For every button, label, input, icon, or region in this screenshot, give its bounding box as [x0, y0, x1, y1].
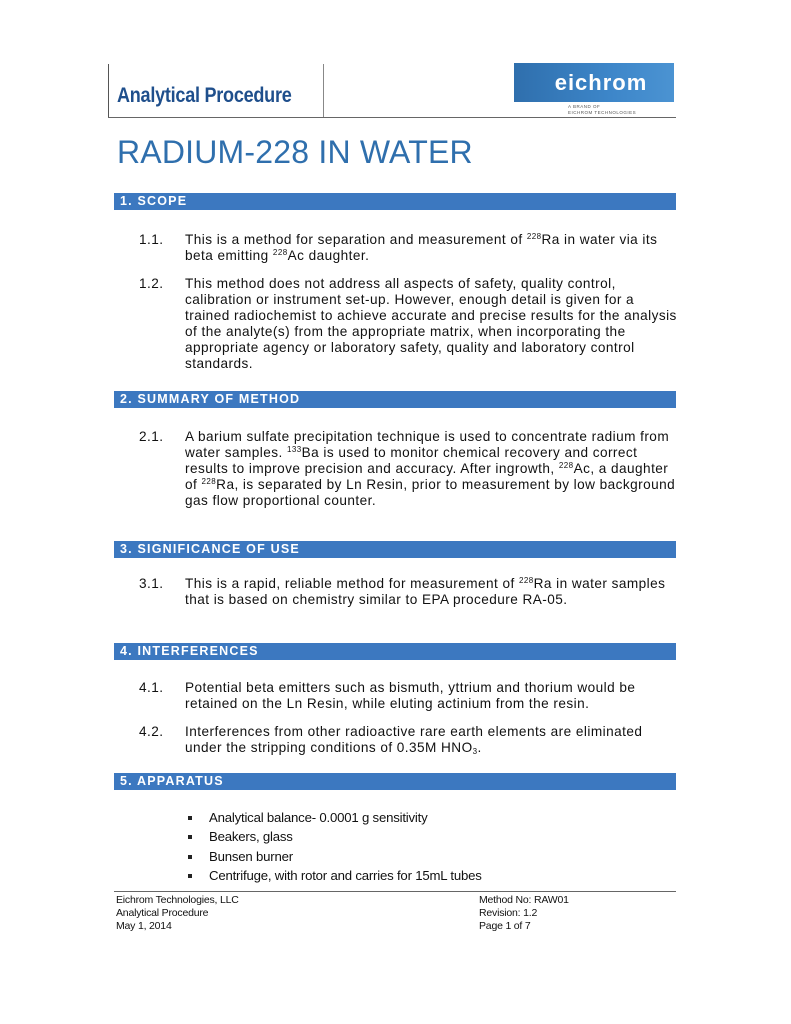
- header-bottom-rule: [108, 117, 676, 118]
- logo-sub-line-2: EICHROM TECHNOLOGIES: [568, 109, 637, 115]
- footer-left: [116, 894, 239, 933]
- footer-doc-type: Analytical Procedure: [116, 907, 209, 919]
- footer-method-number: Method No: RAW01: [479, 894, 569, 906]
- apparatus-list: [185, 810, 482, 887]
- list-item-text: Beakers, glass: [209, 829, 293, 845]
- bullet-square-icon: [188, 855, 192, 859]
- section-heading-text: 4. INTERFERENCES: [120, 644, 259, 658]
- paragraph-number: 2.1.: [139, 429, 164, 444]
- header-divider: [323, 64, 324, 118]
- paragraph-4-2: [139, 724, 679, 756]
- section-heading-text: 1. SCOPE: [120, 194, 188, 208]
- paragraph-4-1: [139, 680, 679, 712]
- footer-revision: Revision: 1.2: [479, 907, 538, 919]
- footer-page-number: Page 1 of 7: [479, 920, 531, 932]
- bullet-square-icon: [188, 835, 192, 839]
- section-header-interferences: [114, 643, 676, 660]
- paragraph-text: This method does not address all aspects of safety, quality control, calibration or instrument set-up. However, enough detail is given for a trained radiochemist to achieve accurate and precise results for the analysis of the analyte(s) from the appropriate matrix, when incorporating the appropriate agency or laboratory safety, quality and laboratory control standards.: [185, 276, 677, 371]
- footer-company: Eichrom Technologies, LLC: [116, 894, 239, 906]
- bullet-square-icon: [188, 874, 192, 878]
- paragraph-1-2: [139, 276, 679, 372]
- paragraph-text: Potential beta emitters such as bismuth, yttrium and thorium would be retained on the Ln Resin, while eluting actinium from the resin.: [185, 680, 636, 711]
- section-header-scope: [114, 193, 676, 210]
- paragraph-number: 1.2.: [139, 276, 164, 291]
- footer-rule: [114, 891, 676, 892]
- paragraph-text: Interferences from other radioactive rare earth elements are eliminated under the stripping conditions of 0.35M $HNO_3$.: [185, 724, 643, 756]
- header-left-rule: [108, 64, 109, 118]
- section-header-apparatus: [114, 773, 676, 790]
- paragraph-number: 4.2.: [139, 724, 164, 739]
- section-header-significance: [114, 541, 676, 558]
- list-item: [185, 829, 482, 848]
- paragraph-number: 4.1.: [139, 680, 164, 695]
- section-heading-text: 2. SUMMARY OF METHOD: [120, 392, 301, 406]
- list-item-text: Bunsen burner: [209, 848, 293, 864]
- eichrom-logo: [514, 63, 674, 102]
- footer-right: [479, 894, 569, 933]
- paragraph-number: 3.1.: [139, 576, 164, 591]
- paragraph-3-1: [139, 576, 679, 608]
- paragraph-text: A barium sulfate precipitation technique is used to concentrate radium from water samples. $^{133}$Ba is used to monitor chemical recovery and correct results to improve precision and accuracy. After ingrowth, $^{228}$Ac, a daughter of $^{228}$Ra, is separated by Ln Resin, prior to measurement by low background gas flow proportional counter.: [185, 429, 676, 508]
- paragraph-text: This is a rapid, reliable method for measurement of $^{228}$Ra in water samples that is based on chemistry similar to EPA procedure RA-05.: [185, 576, 666, 607]
- logo-text: eichrom: [554, 70, 648, 95]
- section-heading-text: 5. APPARATUS: [120, 774, 224, 788]
- logo-sub-line-1: A BRAND OF: [568, 104, 601, 109]
- paragraph-1-1: [139, 232, 679, 264]
- section-heading-text: 3. SIGNIFICANCE OF USE: [120, 542, 300, 556]
- list-item: [185, 849, 482, 868]
- paragraph-number: 1.1.: [139, 232, 164, 247]
- list-item-text: Centrifuge, with rotor and carries for 15mL tubes: [209, 867, 482, 883]
- footer-date: May 1, 2014: [116, 920, 172, 932]
- list-item-text: Analytical balance- 0.0001 g sensitivity: [209, 810, 428, 825]
- logo-subtitle: [568, 104, 636, 115]
- paragraph-text: This is a method for separation and measurement of $^{228}$Ra in water via its beta emitting $^{228}$Ac daughter.: [185, 232, 658, 263]
- paragraph-2-1: [139, 429, 679, 509]
- header-doc-type: Analytical Procedure: [117, 84, 292, 107]
- list-item: [185, 868, 482, 887]
- document-title: RADIUM-228 IN WATER: [117, 134, 473, 170]
- section-header-summary: [114, 391, 676, 408]
- bullet-square-icon: [188, 816, 192, 820]
- list-item: [185, 810, 482, 829]
